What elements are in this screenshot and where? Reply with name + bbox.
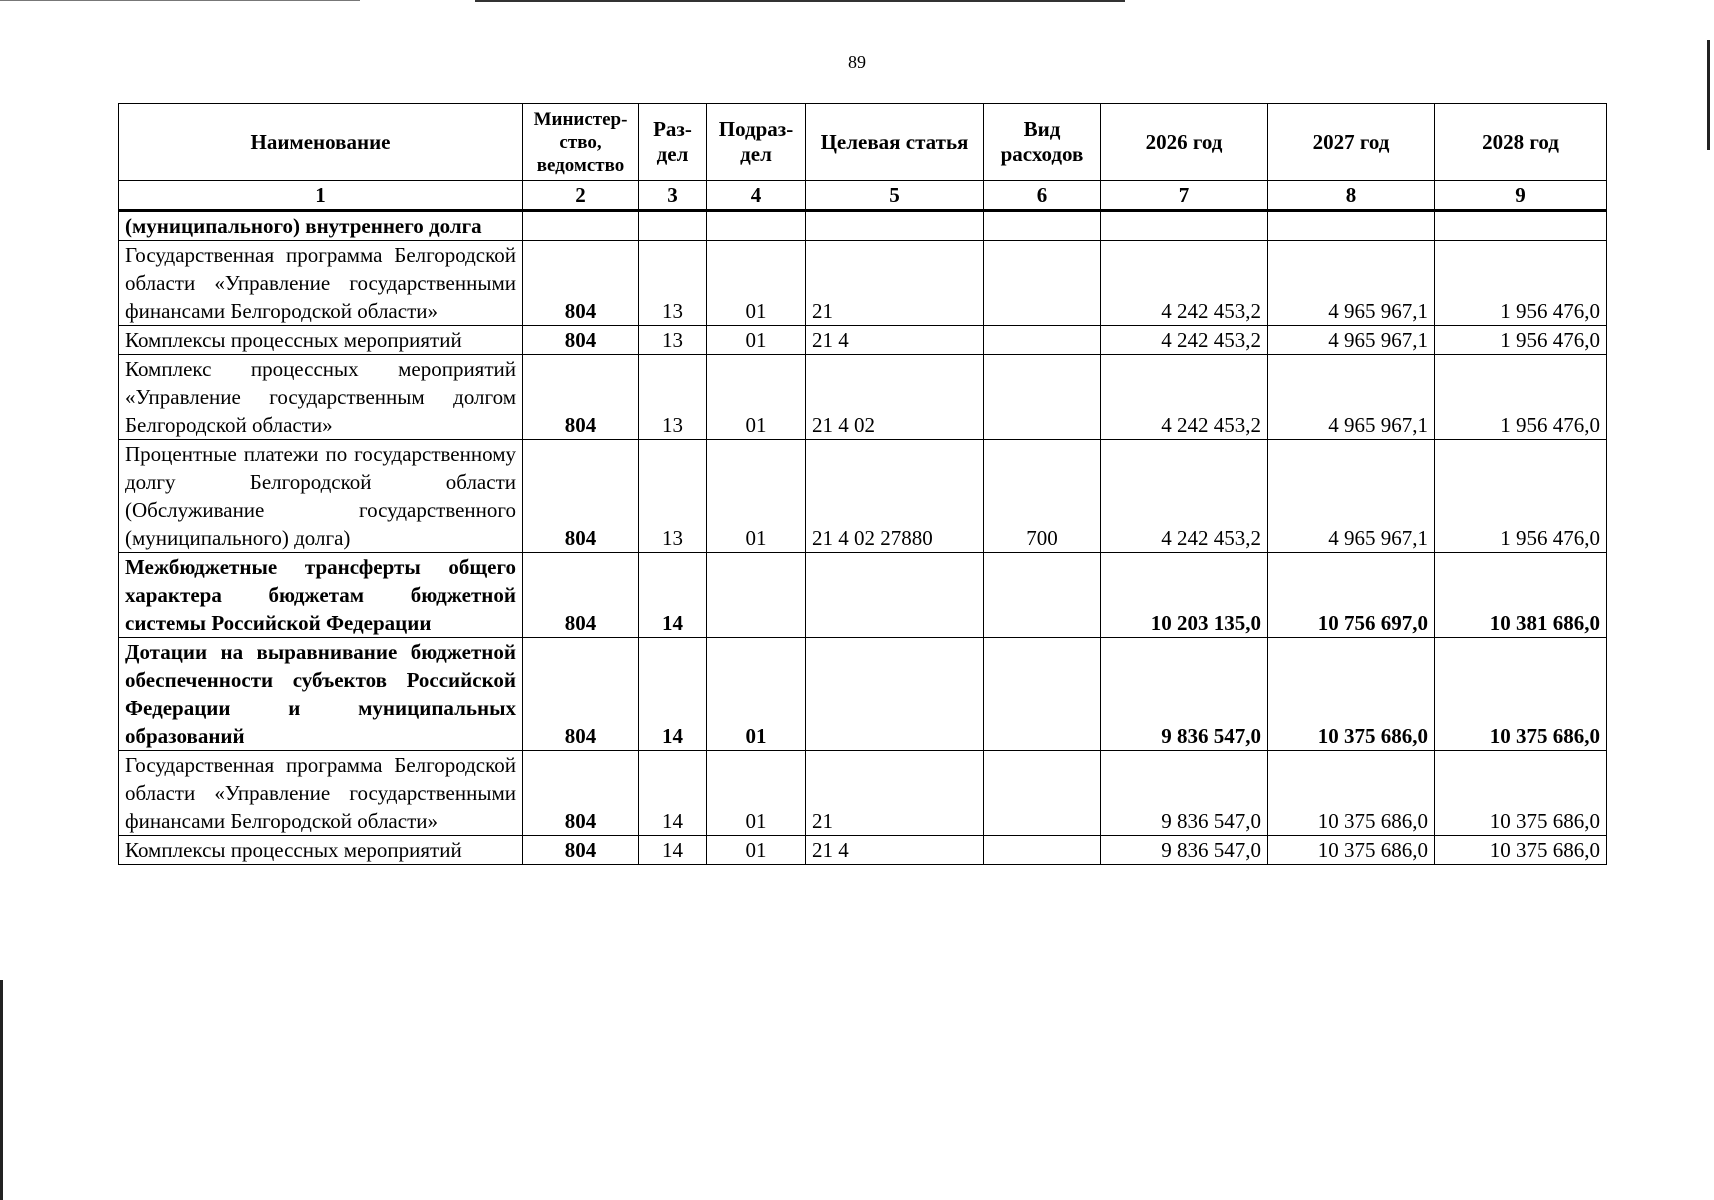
amount-2027-cell: 4 965 967,1 — [1268, 241, 1435, 326]
budget-table — [118, 103, 1607, 865]
amount-2026-cell: 9 836 547,0 — [1101, 836, 1268, 865]
table-row — [119, 836, 1607, 865]
target-cell: 21 4 — [806, 836, 984, 865]
subsection-cell — [707, 211, 806, 241]
header-cell: Министер-ство, ведомство — [523, 104, 639, 181]
row-name: Комплексы процессных мероприятий — [119, 326, 523, 355]
section-cell — [639, 211, 707, 241]
section-cell: 14 — [639, 638, 707, 751]
amount-2026-cell: 9 836 547,0 — [1101, 751, 1268, 836]
row-name: Комплексы процессных мероприятий — [119, 836, 523, 865]
header-cell: 2026 год — [1101, 104, 1268, 181]
row-name: Межбюджетные трансферты общего характера бюджетам бюджетной системы Российской Федерации — [119, 553, 523, 638]
scan-edge-top-left — [0, 0, 360, 1]
subsection-cell: 01 — [707, 751, 806, 836]
ministry-cell: 804 — [523, 836, 639, 865]
amount-2027-cell: 4 965 967,1 — [1268, 440, 1435, 553]
row-name: Государственная программа Белгородской области «Управление государственными финансами Белгородской области» — [119, 751, 523, 836]
expense-type-cell — [984, 355, 1101, 440]
amount-2027-cell — [1268, 211, 1435, 241]
row-name: Государственная программа Белгородской области «Управление государственными финансами Белгородской области» — [119, 241, 523, 326]
column-number-cell: 1 — [119, 181, 523, 211]
expense-type-cell: 700 — [984, 440, 1101, 553]
header-cell: Подраз-дел — [707, 104, 806, 181]
expense-type-cell — [984, 241, 1101, 326]
header-cell: Целевая статья — [806, 104, 984, 181]
amount-2026-cell: 4 242 453,2 — [1101, 355, 1268, 440]
amount-2027-cell: 10 756 697,0 — [1268, 553, 1435, 638]
section-cell: 14 — [639, 836, 707, 865]
target-cell: 21 — [806, 751, 984, 836]
amount-2027-cell: 10 375 686,0 — [1268, 638, 1435, 751]
ministry-cell: 804 — [523, 326, 639, 355]
amount-2027-cell: 4 965 967,1 — [1268, 355, 1435, 440]
amount-2028-cell: 1 956 476,0 — [1435, 440, 1607, 553]
row-name: Комплекс процессных мероприятий «Управление государственным долгом Белгородской области» — [119, 355, 523, 440]
amount-2028-cell: 10 381 686,0 — [1435, 553, 1607, 638]
target-cell — [806, 553, 984, 638]
expense-type-cell — [984, 836, 1101, 865]
scan-edge-left — [0, 980, 3, 1200]
subsection-cell: 01 — [707, 326, 806, 355]
section-cell: 13 — [639, 440, 707, 553]
header-cell: Наименование — [119, 104, 523, 181]
header-cell: 2028 год — [1435, 104, 1607, 181]
ministry-cell: 804 — [523, 638, 639, 751]
table-row — [119, 440, 1607, 553]
table-row — [119, 638, 1607, 751]
subsection-cell: 01 — [707, 638, 806, 751]
column-number-row — [119, 181, 1607, 211]
header-cell: Вид расходов — [984, 104, 1101, 181]
scan-edge-top-right — [475, 0, 1125, 2]
expense-type-cell — [984, 638, 1101, 751]
column-number-cell: 2 — [523, 181, 639, 211]
target-cell — [806, 211, 984, 241]
column-number-cell: 8 — [1268, 181, 1435, 211]
ministry-cell: 804 — [523, 440, 639, 553]
amount-2026-cell: 4 242 453,2 — [1101, 440, 1268, 553]
amount-2028-cell: 10 375 686,0 — [1435, 751, 1607, 836]
amount-2028-cell: 10 375 686,0 — [1435, 836, 1607, 865]
row-name: Дотации на выравнивание бюджетной обеспеченности субъектов Российской Федерации и муниципальных образований — [119, 638, 523, 751]
amount-2027-cell: 10 375 686,0 — [1268, 836, 1435, 865]
expense-type-cell — [984, 211, 1101, 241]
table-row — [119, 751, 1607, 836]
amount-2028-cell: 1 956 476,0 — [1435, 355, 1607, 440]
table-row — [119, 326, 1607, 355]
section-cell: 13 — [639, 326, 707, 355]
amount-2026-cell: 4 242 453,2 — [1101, 326, 1268, 355]
amount-2026-cell: 4 242 453,2 — [1101, 241, 1268, 326]
table-row — [119, 241, 1607, 326]
amount-2028-cell: 1 956 476,0 — [1435, 241, 1607, 326]
ministry-cell: 804 — [523, 553, 639, 638]
column-number-cell: 7 — [1101, 181, 1268, 211]
target-cell — [806, 638, 984, 751]
amount-2028-cell — [1435, 211, 1607, 241]
section-cell: 14 — [639, 553, 707, 638]
subsection-cell: 01 — [707, 836, 806, 865]
expense-type-cell — [984, 553, 1101, 638]
target-cell: 21 4 02 — [806, 355, 984, 440]
column-number-cell: 6 — [984, 181, 1101, 211]
target-cell: 21 4 — [806, 326, 984, 355]
amount-2027-cell: 4 965 967,1 — [1268, 326, 1435, 355]
expense-type-cell — [984, 751, 1101, 836]
row-name: Процентные платежи по государственному долгу Белгородской области (Обслуживание государственного (муниципального) долга) — [119, 440, 523, 553]
amount-2028-cell: 1 956 476,0 — [1435, 326, 1607, 355]
ministry-cell: 804 — [523, 355, 639, 440]
section-cell: 13 — [639, 241, 707, 326]
row-name: (муниципального) внутреннего долга — [119, 211, 523, 241]
subsection-cell: 01 — [707, 440, 806, 553]
table-row — [119, 553, 1607, 638]
amount-2026-cell: 10 203 135,0 — [1101, 553, 1268, 638]
header-cell: Раз-дел — [639, 104, 707, 181]
ministry-cell: 804 — [523, 241, 639, 326]
column-number-cell: 3 — [639, 181, 707, 211]
column-number-cell: 9 — [1435, 181, 1607, 211]
target-cell: 21 4 02 27880 — [806, 440, 984, 553]
amount-2026-cell: 9 836 547,0 — [1101, 638, 1268, 751]
ministry-cell: 804 — [523, 751, 639, 836]
amount-2026-cell — [1101, 211, 1268, 241]
section-cell: 13 — [639, 355, 707, 440]
header-cell: 2027 год — [1268, 104, 1435, 181]
subsection-cell — [707, 553, 806, 638]
ministry-cell — [523, 211, 639, 241]
expense-type-cell — [984, 326, 1101, 355]
header-row — [119, 104, 1607, 181]
amount-2028-cell: 10 375 686,0 — [1435, 638, 1607, 751]
amount-2027-cell: 10 375 686,0 — [1268, 751, 1435, 836]
column-number-cell: 4 — [707, 181, 806, 211]
subsection-cell: 01 — [707, 355, 806, 440]
subsection-cell: 01 — [707, 241, 806, 326]
column-number-cell: 5 — [806, 181, 984, 211]
table-row — [119, 211, 1607, 241]
section-cell: 14 — [639, 751, 707, 836]
table-row — [119, 355, 1607, 440]
target-cell: 21 — [806, 241, 984, 326]
page-number: 89 — [848, 52, 866, 72]
